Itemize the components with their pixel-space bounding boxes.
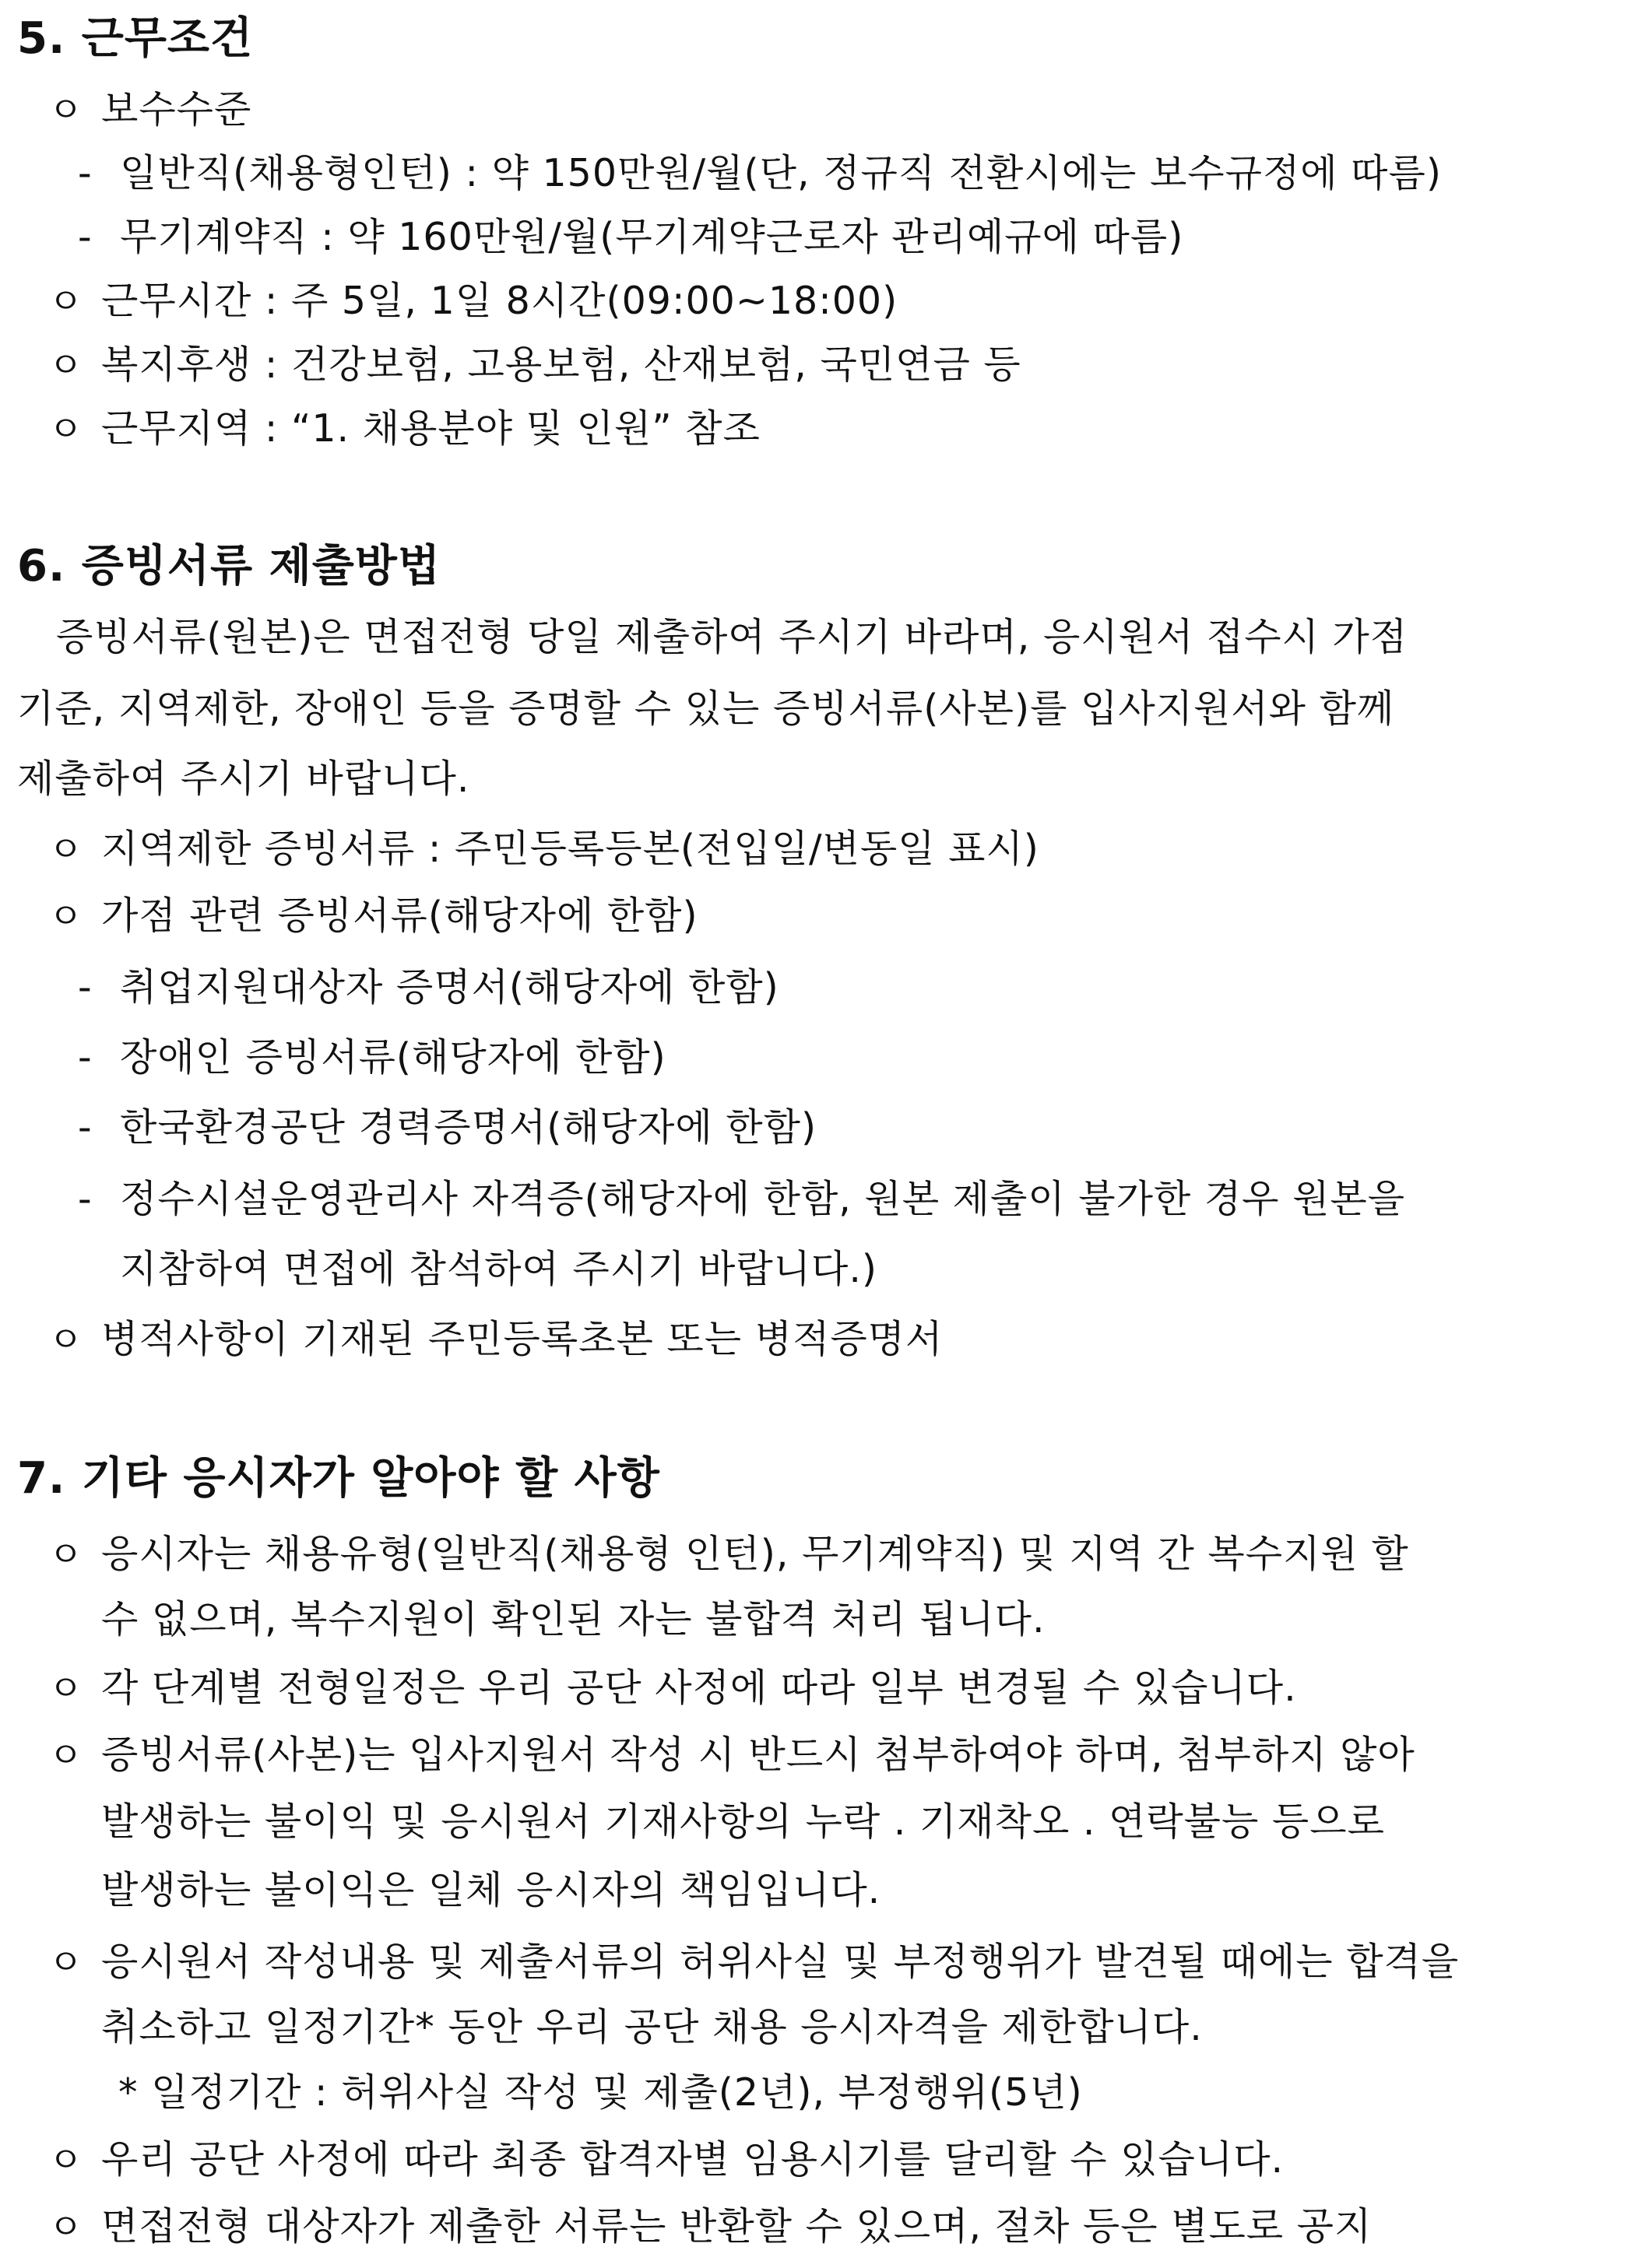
dash-mark: - (78, 1105, 93, 1150)
sub-item-text: 일반직(채용형인턴) : 약 150만원/월(단, 정규직 전환시에는 보수규정에 따름) (120, 151, 1442, 195)
bullet-text: 각 단계별 전형일정은 우리 공단 사정에 따라 일부 변경될 수 있습니다. (101, 1666, 1297, 1710)
sub-item-text: 취업지원대상자 증명서(해당자에 한함) (120, 965, 779, 1009)
bullet-text: 응시자는 채용유형(일반직(채용형 인턴), 무기계약직) 및 지역 간 복수지원 할 (101, 1532, 1409, 1576)
bullet-text: 병적사항이 기재된 주민등록초본 또는 병적증명서 (101, 1317, 944, 1361)
bullet-mark: ㅇ (48, 828, 84, 870)
bullet-mark: ㅇ (48, 344, 84, 386)
bullet-continuation: 발생하는 불이익은 일체 응시자의 책임입니다. (101, 1868, 881, 1912)
paragraph-line: 제출하여 주시기 바랍니다. (17, 757, 470, 801)
bullet-mark: ㅇ (48, 1318, 84, 1360)
section-5-heading: 5. 근무조건 (17, 13, 254, 64)
bullet-mark: ㅇ (48, 895, 84, 937)
bullet-mark: ㅇ (48, 1734, 84, 1776)
bullet-text: 응시원서 작성내용 및 제출서류의 허위사실 및 부정행위가 발견될 때에는 합격을 (101, 1940, 1460, 1984)
sub-item-continuation: 지참하여 면접에 참석하여 주시기 바랍니다.) (120, 1247, 878, 1291)
dash-mark: - (78, 215, 93, 259)
bullet-text: 면접전형 대상자가 제출한 서류는 반환할 수 있으며, 절차 등은 별도로 공지 (101, 2204, 1373, 2249)
dash-mark: - (78, 1035, 93, 1080)
bullet-continuation: 발생하는 불이익 및 응시원서 기재사항의 누락 . 기재착오 . 연락불능 등으로 (101, 1799, 1385, 1844)
section-7-heading: 7. 기타 응시자가 알아야 할 사항 (17, 1453, 660, 1504)
bullet-continuation: 취소하고 일정기간* 동안 우리 공단 채용 응시자격을 제한합니다. (101, 2005, 1203, 2049)
dash-mark: - (78, 1177, 93, 1221)
bullet-text: 지역제한 증빙서류 : 주민등록등본(전입일/변동일 표시) (101, 827, 1039, 871)
bullet-mark: ㅇ (48, 408, 84, 450)
section-6-heading: 6. 증빙서류 제출방법 (17, 541, 441, 592)
bullet-text: 증빙서류(사본)는 입사지원서 작성 시 반드시 첨부하여야 하며, 첨부하지 않아 (101, 1733, 1415, 1777)
bullet-text: 근무지역 : “1. 채용분야 및 인원” 참조 (101, 406, 761, 451)
bullet-text: 우리 공단 사정에 따라 최종 합격자별 임용시기를 달리할 수 있습니다. (101, 2137, 1285, 2182)
paragraph-line: 증빙서류(원본)은 면접전형 당일 제출하여 주시기 바라며, 응시원서 접수시 가점 (56, 615, 1408, 659)
bullet-text: 복지후생 : 건강보험, 고용보험, 산재보험, 국민연금 등 (101, 342, 1021, 387)
sub-item-text: 한국환경공단 경력증명서(해당자에 한함) (120, 1105, 817, 1150)
footnote-line: * 일정기간 : 허위사실 작성 및 제출(2년), 부정행위(5년) (118, 2070, 1083, 2115)
bullet-text: 가점 관련 증빙서류(해당자에 한함) (101, 894, 698, 938)
bullet-mark: ㅇ (48, 89, 84, 131)
dash-mark: - (78, 151, 93, 195)
bullet-mark: ㅇ (48, 1667, 84, 1709)
bullet-text: 보수수준 (101, 87, 252, 132)
bullet-mark: ㅇ (48, 2206, 84, 2248)
bullet-mark: ㅇ (48, 1533, 84, 1575)
paragraph-line: 기준, 지역제한, 장애인 등을 증명할 수 있는 증빙서류(사본)를 입사지원서와 함께 (17, 686, 1395, 731)
sub-item-text: 장애인 증빙서류(해당자에 한함) (120, 1035, 666, 1080)
bullet-mark: ㅇ (48, 280, 84, 322)
bullet-mark: ㅇ (48, 1941, 84, 1983)
bullet-continuation: 수 없으며, 복수지원이 확인된 자는 불합격 처리 됩니다. (101, 1597, 1046, 1641)
sub-item-text: 무기계약직 : 약 160만원/월(무기계약근로자 관리예규에 따름) (120, 215, 1184, 259)
dash-mark: - (78, 965, 93, 1009)
bullet-mark: ㅇ (48, 2139, 84, 2181)
sub-item-text: 정수시설운영관리사 자격증(해당자에 한함, 원본 제출이 불가한 경우 원본을 (120, 1177, 1406, 1221)
bullet-text: 근무시간 : 주 5일, 1일 8시간(09:00~18:00) (101, 279, 898, 323)
